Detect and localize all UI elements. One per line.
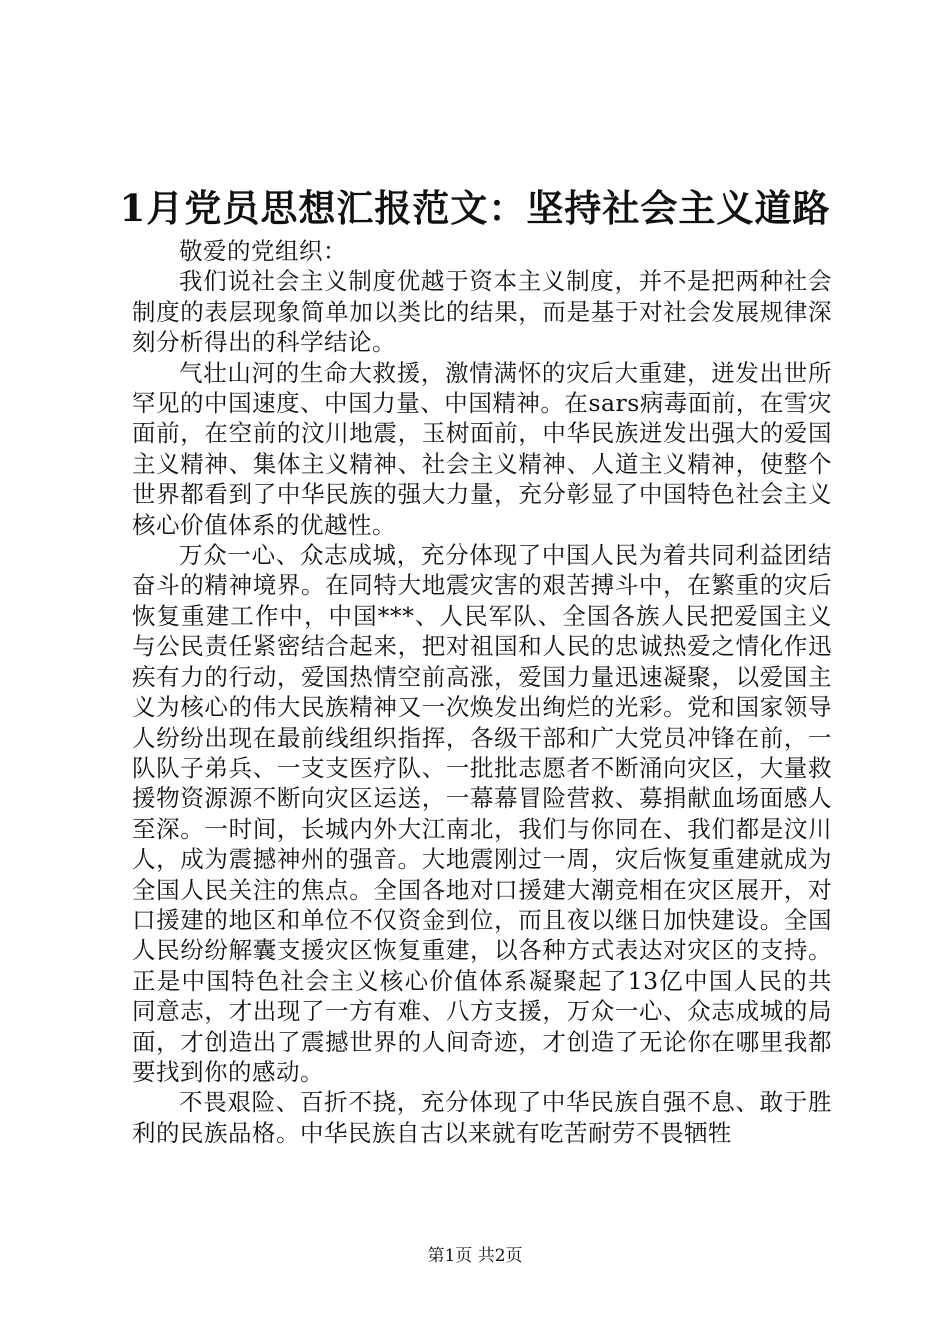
salutation: 敬爱的党组织： bbox=[179, 237, 347, 265]
document-title: 1月党员思想汇报范文：坚持社会主义道路 bbox=[119, 186, 831, 230]
page-number-footer: 第1页 共2页 bbox=[427, 1246, 523, 1266]
paragraph-3: 万众一心、众志成城，充分体现了中国人民为着共同利益团结奋斗的精神境界。在同特大地震灾害的艰苦搏斗中，在繁重的灾后恢复重建工作中，中国***、人民军队、全国各族人民把爱国主义与公民责任紧密结合起来，把对祖国和人民的忠诚热爱之情化作迅疾有力的行动，爱国热情空前高涨，爱国力量迅速凝聚，以爱国主义为核心的伟大民族精神又一次焕发出绚烂的光彩。党和国家领导人纷纷出现在最前线组织指挥，各级干部和广大党员冲锋在前，一队队子弟兵、一支支医疗队、一批批志愿者不断涌向灾区，大量救援物资源源不断向灾区运送，一幕幕冒险营救、募捐献血场面感人至深。一时间，长城内外大江南北，我们与你同在、我们都是汶川人，成为震撼神州的强音。大地震刚过一周，灾后恢复重建就成为全国人民关注的焦点。全国各地对口援建大潮竞相在灾区展开，对口援建的地区和单位不仅资金到位，而且夜以继日加快建设。全国人民纷纷解囊支援灾区恢复重建，以各种方式表达对灾区的支持。正是中国特色社会主义核心价值体系凝聚起了13亿中国人民的共同意志，才出现了一方有难、八方支援，万众一心、众志成城的局面，才创造出了震撼世界的人间奇迹，才创造了无论你在哪里我都要找到你的感动。 bbox=[132, 541, 832, 1086]
paragraph-1: 我们说社会主义制度优越于资本主义制度，并不是把两种社会制度的表层现象简单加以类比的结果，而是基于对社会发展规律深刻分析得出的科学结论。 bbox=[132, 267, 832, 357]
document-body bbox=[132, 236, 832, 1148]
paragraph-4: 不畏艰险、百折不挠，充分体现了中华民族自强不息、敢于胜利的民族品格。中华民族自古以来就有吃苦耐劳不畏牺牲 bbox=[132, 1088, 832, 1147]
paragraph-2: 气壮山河的生命大救援，激情满怀的灾后大重建，迸发出世所罕见的中国速度、中国力量、中国精神。在sars病毒面前，在雪灾面前，在空前的汶川地震，玉树面前，中华民族迸发出强大的爱国主义精神、集体主义精神、社会主义精神、人道主义精神，使整个世界都看到了中华民族的强大力量，充分彰显了中国特色社会主义核心价值体系的优越性。 bbox=[132, 358, 832, 539]
